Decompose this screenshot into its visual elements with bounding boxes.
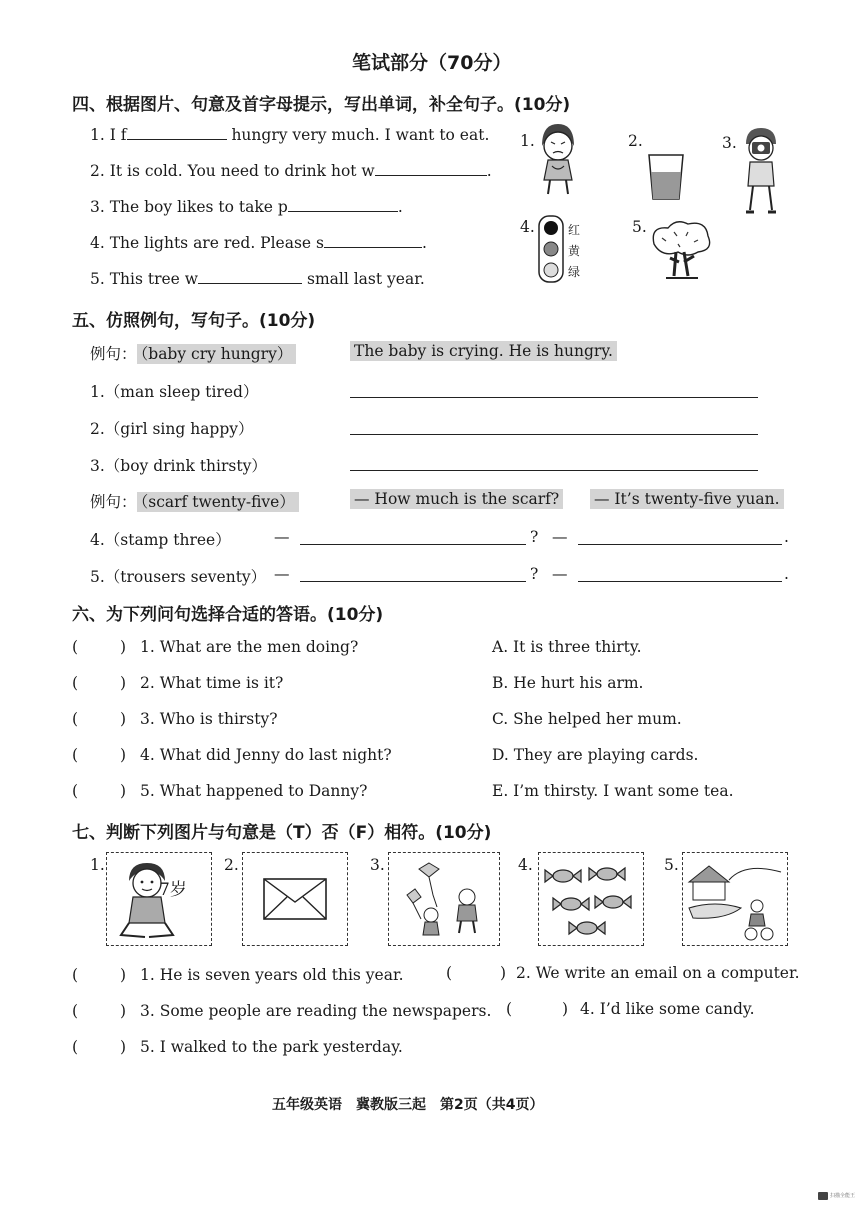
- traffic-light-picture: [536, 214, 566, 284]
- s4-item-1: [90, 126, 489, 144]
- answer-paren-close: ): [120, 1002, 127, 1020]
- answer-line[interactable]: [300, 580, 526, 582]
- scanner-logo-icon: [818, 1192, 828, 1200]
- section-5-heading: 五、仿照例句，写句子。(10分): [72, 311, 316, 331]
- s7-picture-number-4: 4.: [518, 856, 533, 874]
- s5-example-1: [90, 342, 296, 364]
- s7-statement-5: 5. I walked to the park yesterday.: [140, 1038, 403, 1056]
- s4-item-2: [90, 162, 492, 180]
- age-label: 7岁: [159, 880, 187, 900]
- dash: —: [274, 565, 290, 583]
- s4-item-5-post: small last year.: [302, 270, 425, 288]
- park-picture: [682, 852, 788, 946]
- page-title: 笔试部分（70分）: [352, 52, 512, 74]
- answer-paren-open[interactable]: (: [72, 710, 79, 728]
- page-footer: 五年级英语 冀教版三起 第2页（共4页）: [272, 1097, 544, 1113]
- answer-paren-close: ): [120, 710, 127, 728]
- s5-example-2-question: — How much is the scarf?: [350, 490, 563, 508]
- answer-paren-open[interactable]: (: [72, 1002, 79, 1020]
- traffic-light-labels: [568, 220, 580, 283]
- answer-paren-close: ): [500, 964, 507, 982]
- s7-picture-number-5: 5.: [664, 856, 679, 874]
- candy-icon: [541, 856, 641, 942]
- period: .: [784, 528, 789, 546]
- s4-picture-number-5: 5.: [632, 218, 647, 236]
- answer-paren-open[interactable]: (: [506, 1000, 513, 1018]
- s5-item-2: 2.（girl sing happy）: [90, 420, 254, 438]
- s4-item-5: [90, 270, 425, 288]
- s4-item-4: [90, 234, 427, 252]
- example-label: 例句：: [90, 345, 137, 363]
- s4-item-4-pre: 4. The lights are red. Please s: [90, 234, 324, 252]
- boy-icon: [115, 857, 185, 943]
- s7-picture-number-3: 3.: [370, 856, 385, 874]
- s6-answer-e: E. I’m thirsty. I want some tea.: [492, 782, 734, 800]
- s7-statement-3: 3. Some people are reading the newspapers.: [140, 1002, 492, 1020]
- s7-statement-4: 4. I’d like some candy.: [580, 1000, 755, 1018]
- answer-paren-open[interactable]: (: [72, 1038, 79, 1056]
- s4-item-3: [90, 198, 403, 216]
- candy-picture: [538, 852, 644, 946]
- answer-paren-open[interactable]: (: [446, 964, 453, 982]
- s6-question-3: 3. Who is thirsty?: [140, 710, 278, 728]
- boy-taking-photo-picture: [738, 126, 784, 218]
- s6-answer-a: A. It is three thirty.: [492, 638, 642, 656]
- dash: —: [274, 528, 290, 546]
- answer-paren-close: ): [120, 966, 127, 984]
- s6-question-4: 4. What did Jenny do last night?: [140, 746, 392, 764]
- watermark-text: 扫描全能王: [830, 1193, 856, 1199]
- hungry-girl-picture: [534, 120, 582, 198]
- s6-answer-c: C. She helped her mum.: [492, 710, 682, 728]
- s7-statement-2: 2. We write an email on a computer.: [516, 964, 800, 982]
- s4-item-1-pre: 1. I f: [90, 126, 127, 144]
- answer-paren-close: ): [562, 1000, 569, 1018]
- answer-blank[interactable]: [288, 210, 398, 212]
- s6-question-5: 5. What happened to Danny?: [140, 782, 368, 800]
- s5-example-2: [90, 490, 299, 512]
- s4-picture-number-3: 3.: [722, 134, 737, 152]
- answer-line[interactable]: [578, 580, 782, 582]
- answer-paren-close: ): [120, 782, 127, 800]
- s4-item-2-pre: 2. It is cold. You need to drink hot w: [90, 162, 375, 180]
- section-7-heading: 七、判断下列图片与句意是（T）否（F）相符。(10分): [72, 823, 492, 843]
- label-yellow: 黄: [568, 244, 581, 258]
- s5-example-2-answer: — It’s twenty-five yuan.: [590, 490, 784, 508]
- s4-item-1-post: hungry very much. I want to eat.: [226, 126, 490, 144]
- answer-blank[interactable]: [324, 246, 422, 248]
- example-label: 例句：: [90, 493, 137, 511]
- answer-paren-close: ): [120, 1038, 127, 1056]
- s4-item-5-pre: 5. This tree w: [90, 270, 199, 288]
- answer-paren-open[interactable]: (: [72, 966, 79, 984]
- label-red: 红: [568, 223, 581, 237]
- section-4-heading: 四、根据图片、句意及首字母提示，写出单词，补全句子。(10分): [72, 95, 571, 115]
- s4-picture-number-1: 1.: [520, 132, 535, 150]
- period: .: [784, 565, 789, 583]
- answer-line[interactable]: [578, 543, 782, 545]
- answer-line[interactable]: [300, 543, 526, 545]
- s7-picture-number-2: 2.: [224, 856, 239, 874]
- s7-picture-number-1: 1.: [90, 856, 105, 874]
- answer-paren-close: ): [120, 674, 127, 692]
- section-6-heading: 六、为下列问句选择合适的答语。(10分): [72, 605, 384, 625]
- park-icon: [685, 856, 785, 942]
- s5-item-4: 4.（stamp three）: [90, 531, 231, 549]
- s5-item-3: 3.（boy drink thirsty）: [90, 457, 267, 475]
- answer-blank[interactable]: [127, 138, 227, 140]
- envelope-picture: [242, 852, 348, 946]
- s4-item-4-post: .: [421, 234, 427, 252]
- tree-picture: [648, 218, 714, 284]
- hot-water-cup-picture: [646, 152, 686, 202]
- boy-seven-years-picture: [106, 852, 212, 946]
- s4-picture-number-4: 4.: [520, 218, 535, 236]
- answer-paren-open[interactable]: (: [72, 782, 79, 800]
- kite-children-icon: [391, 855, 495, 943]
- answer-paren-open[interactable]: (: [72, 746, 79, 764]
- answer-paren-open[interactable]: (: [72, 674, 79, 692]
- s6-question-1: 1. What are the men doing?: [140, 638, 359, 656]
- kites-picture: [388, 852, 500, 946]
- example-prompt: （scarf twenty-five）: [137, 492, 299, 512]
- example-prompt: （baby cry hungry）: [137, 344, 297, 364]
- s5-item-5: 5.（trousers seventy）: [90, 568, 267, 586]
- answer-blank[interactable]: [198, 282, 302, 284]
- answer-line[interactable]: [350, 396, 758, 398]
- dash: —: [552, 565, 568, 583]
- s6-question-2: 2. What time is it?: [140, 674, 284, 692]
- s6-answer-d: D. They are playing cards.: [492, 746, 699, 764]
- s4-picture-number-2: 2.: [628, 132, 643, 150]
- dash: —: [552, 528, 568, 546]
- s5-example-1-answer: The baby is crying. He is hungry.: [350, 342, 617, 360]
- label-green: 绿: [568, 265, 581, 279]
- answer-paren-close: ): [120, 746, 127, 764]
- s7-statement-1: 1. He is seven years old this year.: [140, 966, 404, 984]
- s4-item-3-pre: 3. The boy likes to take p: [90, 198, 288, 216]
- question-mark: ?: [530, 528, 539, 546]
- question-mark: ?: [530, 565, 539, 583]
- answer-paren-open[interactable]: (: [72, 638, 79, 656]
- answer-blank[interactable]: [375, 174, 487, 176]
- answer-paren-close: ): [120, 638, 127, 656]
- s4-item-3-post: .: [397, 198, 403, 216]
- s6-answer-b: B. He hurt his arm.: [492, 674, 644, 692]
- envelope-icon: [263, 878, 327, 920]
- answer-line[interactable]: [350, 469, 758, 471]
- s5-item-1: 1.（man sleep tired）: [90, 383, 259, 401]
- s4-item-2-post: .: [486, 162, 492, 180]
- answer-line[interactable]: [350, 433, 758, 435]
